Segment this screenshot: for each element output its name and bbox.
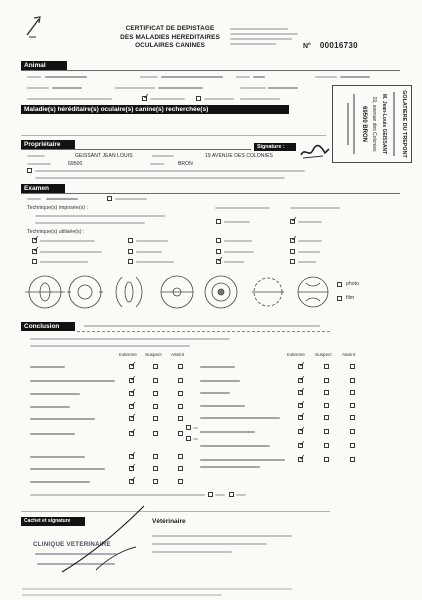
conclusion-checkbox <box>178 431 183 436</box>
illegible-text <box>152 551 232 553</box>
conclusion-row-label <box>200 380 240 382</box>
breeder-stamp-city: 69500 BRON <box>361 105 367 143</box>
vet-clinic-stamp: CLINIQUE VETERINAIRE <box>33 541 111 548</box>
column-header-indemne: Indemne <box>119 352 137 357</box>
vet-heading: Vétérinaire <box>152 518 186 525</box>
illegible-text <box>393 92 395 156</box>
conclusion-checkbox <box>129 391 134 396</box>
eye-diagram <box>252 278 284 306</box>
illegible-text <box>140 76 158 78</box>
conclusion-checkbox <box>178 479 183 484</box>
illegible-text <box>27 163 51 165</box>
conclusion-row-label <box>200 417 280 419</box>
illegible-text <box>224 240 252 242</box>
illegible-text <box>46 198 78 200</box>
section-exam: Examen <box>21 184 65 193</box>
illegible-text <box>347 103 349 145</box>
owner-address: 19 AVENUE DES COLONIES <box>205 153 273 159</box>
illegible-text <box>35 222 145 224</box>
conclusion-checkbox <box>129 364 134 369</box>
illegible-text <box>152 155 174 157</box>
illegible-text <box>22 594 222 596</box>
conclusion-checkbox <box>324 390 329 395</box>
conclusion-checkbox <box>298 457 303 462</box>
vet-signature <box>40 498 152 578</box>
divider <box>21 149 251 150</box>
breeder-stamp-street: 19, avenue des Colonies <box>371 96 377 152</box>
photo-label: photo <box>346 281 359 287</box>
illegible-text <box>30 338 230 340</box>
column-header-atteint: Atteint <box>342 352 356 357</box>
imposed-techniques-label: Technique(s) imposée(s) : <box>27 205 88 211</box>
illegible-text <box>230 43 276 45</box>
technique-checkbox <box>290 249 295 254</box>
conclusion-row-label <box>30 456 85 458</box>
conclusion-checkbox <box>129 454 134 459</box>
illegible-text <box>215 494 225 496</box>
conclusion-checkbox <box>129 431 134 436</box>
illegible-text <box>27 76 41 78</box>
conclusion-checkbox <box>324 415 329 420</box>
illegible-text <box>224 261 244 263</box>
exam-checkbox <box>290 219 295 224</box>
technique-checkbox <box>128 249 133 254</box>
illegible-text <box>27 87 49 89</box>
conclusion-checkbox <box>178 391 183 396</box>
used-techniques-label: Technique(s) utilisée(s) : <box>27 229 85 235</box>
exam-checkbox <box>107 196 112 201</box>
illegible-text <box>152 543 267 545</box>
technique-checkbox <box>128 259 133 264</box>
title-line: DES MALADIES HEREDITAIRES <box>120 33 220 41</box>
conclusion-checkbox <box>324 403 329 408</box>
conclusion-checkbox <box>153 431 158 436</box>
owner-signature-scribble <box>299 143 331 161</box>
conclusion-row-label <box>200 431 255 433</box>
column-header-suspect: Suspect <box>315 352 332 357</box>
illegible-text <box>340 76 370 78</box>
illegible-text <box>298 240 322 242</box>
illegible-text <box>40 261 88 263</box>
conclusion-checkbox <box>178 404 183 409</box>
eye-side-checkbox <box>186 436 191 441</box>
conclusion-checkbox <box>153 364 158 369</box>
illegible-text <box>193 438 198 440</box>
illegible-text <box>224 221 250 223</box>
title-line: OCULAIRES CANINES <box>135 42 205 49</box>
conclusion-checkbox <box>153 416 158 421</box>
conclusion-checkbox <box>324 429 329 434</box>
conclusion-checkbox <box>178 454 183 459</box>
illegible-text <box>30 345 190 347</box>
illegible-text <box>27 155 45 157</box>
owner-city: BRON <box>178 161 193 167</box>
conclusion-checkbox <box>298 364 303 369</box>
illegible-text <box>353 94 355 154</box>
breeder-stamp-title: GOLATIERE DU TREPONT <box>401 90 407 158</box>
illegible-text <box>152 535 292 537</box>
owner-postcode: 69500 <box>68 161 83 167</box>
illegible-text <box>150 163 164 165</box>
conclusion-checkbox <box>350 403 355 408</box>
conclusion-checkbox <box>350 415 355 420</box>
conclusion-row-label <box>30 366 65 368</box>
technique-checkbox <box>290 238 295 243</box>
film-checkbox <box>337 296 342 301</box>
illegible-text <box>240 87 266 89</box>
section-disease: Maladie(s) héréditaire(s) oculaire(s) canine(s) recherchée(s) <box>21 105 289 114</box>
illegible-text <box>35 177 285 179</box>
id-checkbox <box>196 96 201 101</box>
conclusion-extra-checkbox <box>208 492 213 497</box>
technique-checkbox <box>216 249 221 254</box>
illegible-text <box>115 87 155 89</box>
section-stamp: Cachet et signature <box>21 517 85 526</box>
conclusion-checkbox <box>178 364 183 369</box>
eye-diagram <box>25 276 65 308</box>
conclusion-checkbox <box>350 443 355 448</box>
conclusion-row-label <box>200 445 270 447</box>
technique-checkbox <box>32 238 37 243</box>
conclusion-checkbox <box>298 415 303 420</box>
conclusion-checkbox <box>153 479 158 484</box>
owner-name: GEISSANT JEAN LOUIS <box>75 153 133 159</box>
illegible-text <box>230 38 292 40</box>
illegible-text <box>315 76 337 78</box>
illegible-text <box>230 33 298 35</box>
illegible-text <box>224 251 254 253</box>
conclusion-checkbox <box>129 479 134 484</box>
divider <box>77 331 330 332</box>
conclusion-extra-checkbox <box>229 492 234 497</box>
film-label: film <box>346 295 355 301</box>
conclusion-row-label <box>30 380 115 382</box>
conclusion-row-label <box>200 459 285 461</box>
conclusion-row-label <box>200 405 245 407</box>
conclusion-checkbox <box>298 378 303 383</box>
eye-diagram <box>67 276 103 308</box>
signature-label: Signature : <box>254 143 296 151</box>
technique-checkbox <box>290 259 295 264</box>
illegible-text <box>27 198 41 200</box>
conclusion-row-label <box>30 468 105 470</box>
certificate-number <box>303 35 358 53</box>
illegible-text <box>215 207 270 209</box>
conclusion-checkbox <box>178 466 183 471</box>
divider <box>21 70 400 71</box>
technique-checkbox <box>216 238 221 243</box>
photo-checkbox <box>337 282 342 287</box>
conclusion-checkbox <box>129 378 134 383</box>
exam-checkbox <box>216 219 221 224</box>
eye-diagram <box>116 277 142 307</box>
conclusion-checkbox <box>298 390 303 395</box>
conclusion-checkbox <box>350 457 355 462</box>
illegible-text <box>40 240 95 242</box>
conclusion-checkbox <box>129 466 134 471</box>
section-owner: Propriétaire <box>21 140 75 149</box>
conclusion-checkbox <box>324 443 329 448</box>
eye-diagram <box>205 276 237 308</box>
illegible-text <box>298 221 322 223</box>
column-header-atteint: Atteint <box>171 352 185 357</box>
illegible-text <box>204 98 234 100</box>
title-line: CERTIFICAT DE DEPISTAGE <box>125 25 215 32</box>
illegible-text <box>158 87 203 89</box>
conclusion-row-label <box>200 392 230 394</box>
logo-icon <box>24 14 44 38</box>
illegible-text <box>52 87 82 89</box>
illegible-text <box>230 28 288 30</box>
conclusion-checkbox <box>153 454 158 459</box>
illegible-text <box>22 588 292 590</box>
number-label: N° <box>303 43 311 50</box>
technique-checkbox <box>32 249 37 254</box>
certificate-title <box>106 25 234 51</box>
illegible-text <box>161 76 223 78</box>
conclusion-row-label <box>30 406 70 408</box>
conclusion-checkbox <box>129 404 134 409</box>
conclusion-row-label <box>200 366 235 368</box>
conclusion-checkbox <box>129 416 134 421</box>
illegible-text <box>115 198 147 200</box>
number-value: 00016730 <box>319 41 358 50</box>
owner-consent-checkbox <box>27 168 32 173</box>
breeder-stamp <box>332 85 412 163</box>
conclusion-checkbox <box>324 364 329 369</box>
eye-diagrams <box>22 269 332 315</box>
eye-side-checkbox <box>186 425 191 430</box>
illegible-text <box>193 427 198 429</box>
illegible-text <box>298 261 316 263</box>
illegible-text <box>236 494 246 496</box>
conclusion-checkbox <box>324 457 329 462</box>
illegible-text <box>150 98 185 100</box>
conclusion-row-label <box>30 393 80 395</box>
illegible-text <box>84 325 320 327</box>
conclusion-checkbox <box>298 443 303 448</box>
conclusion-checkbox <box>298 429 303 434</box>
breeder-stamp-person: M. Jean-Louis GEISSANT <box>381 93 387 155</box>
conclusion-checkbox <box>178 378 183 383</box>
illegible-text <box>35 215 165 217</box>
divider <box>21 135 326 136</box>
conclusion-row-label <box>30 481 90 483</box>
illegible-text <box>27 98 112 100</box>
section-conclusion: Conclusion <box>21 322 75 331</box>
technique-checkbox <box>216 259 221 264</box>
conclusion-checkbox <box>153 404 158 409</box>
conclusion-checkbox <box>153 378 158 383</box>
illegible-text <box>240 98 280 100</box>
conclusion-checkbox <box>350 364 355 369</box>
technique-checkbox <box>32 259 37 264</box>
illegible-text <box>290 207 340 209</box>
illegible-text <box>268 87 298 89</box>
illegible-text <box>40 251 102 253</box>
illegible-text <box>35 170 305 172</box>
eye-diagram <box>298 277 328 307</box>
illegible-text <box>30 494 205 496</box>
conclusion-checkbox <box>350 378 355 383</box>
divider <box>21 193 400 194</box>
conclusion-checkbox <box>350 390 355 395</box>
illegible-text <box>45 76 87 78</box>
illegible-text <box>136 240 168 242</box>
illegible-text <box>298 251 320 253</box>
illegible-text <box>253 76 265 78</box>
section-animal: Animal <box>21 61 67 70</box>
conclusion-checkbox <box>153 466 158 471</box>
conclusion-checkbox <box>298 403 303 408</box>
eye-diagram <box>161 276 193 308</box>
conclusion-row-label <box>200 466 260 468</box>
conclusion-row-label <box>30 418 95 420</box>
illegible-text <box>236 76 250 78</box>
conclusion-row-label <box>30 433 75 435</box>
technique-checkbox <box>128 238 133 243</box>
conclusion-checkbox <box>324 378 329 383</box>
illegible-text <box>136 261 174 263</box>
conclusion-checkbox <box>153 391 158 396</box>
conclusion-checkbox <box>178 416 183 421</box>
column-header-suspect: Suspect <box>145 352 162 357</box>
illegible-text <box>136 251 162 253</box>
conclusion-checkbox <box>350 429 355 434</box>
id-checkbox <box>142 96 147 101</box>
column-header-indemne: Indemne <box>287 352 305 357</box>
